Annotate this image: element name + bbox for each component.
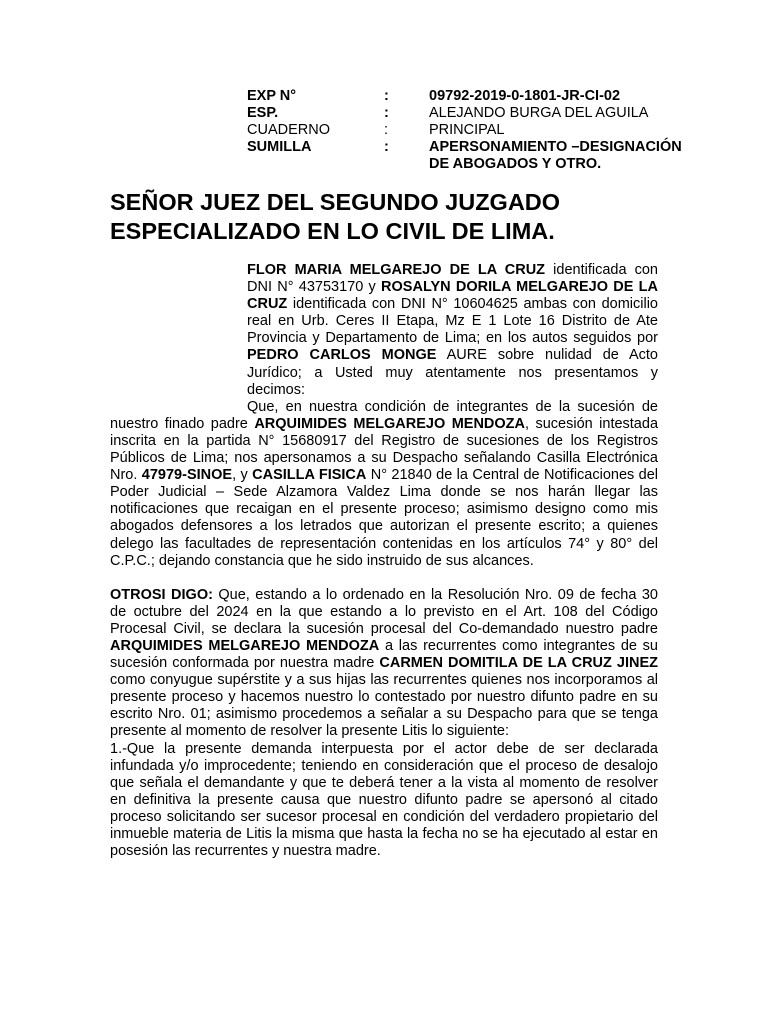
paragraph-text: Que, estando a lo ordenado en la Resolución Nro. 09 de fecha 30 de octubre del 2024 en la que estando a lo previsto en el Art. 108 del Código Procesal Civil, se declara la sucesión procesal del Co-demandado nuestro padre: [110, 586, 659, 637]
bold-text: CARMEN DOMITILA DE LA CRUZ JINEZ: [379, 655, 658, 672]
intro-text: AURE sobre nulidad de Acto Jurídico; a Usted muy atentamente nos presentamos y decimos:: [247, 347, 659, 398]
header-value: DE ABOGADOS Y OTRO.: [429, 156, 602, 172]
paragraph-text: N° 21840 de la Central de Notificaciones del Poder Judicial – Sede Alzamora Valdez Lima donde se nos harán llegar las notificaciones que recaigan en el presente proceso; asimismo designo como mis abogados defensores a los letrados que autorizan el presente escrito; a quienes delego las facultades de representación contenidas en los artículos 74° y 80° del C.P.C.; dejando constancia que he sido instruido de sus alcances.: [110, 467, 659, 569]
header-row-esp: [247, 105, 717, 122]
paragraph-text: Que, en nuestra condición de integrantes de la sucesión de nuestro finado padre: [110, 398, 658, 432]
point-1-paragraph: 1.-Que la presente demanda interpuesta por el actor debe de ser declarada infundada y/o improcedente; teniendo en consideración que el proceso de desalojo que señala el demandante y que te deberá tener a la vista al momento de resolver en definitiva la presente causa que nuestro difunto padre se apersonó al citado proceso solicitando ser sucesor procesal en condición del verdadero propietario del inmueble materia de Litis la misma que hasta la fecha no se ha ejecutado al estar en posesión las recurrentes y nuestra madre.: [110, 740, 658, 860]
bold-text: 47979-SINOE: [141, 467, 233, 484]
title-line-2: ESPECIALIZADO EN LO CIVIL DE LIMA.: [110, 218, 555, 244]
header-row-sumilla: [247, 139, 717, 156]
header-row-sumilla-cont: [247, 156, 717, 173]
paragraph-text: , y: [232, 467, 253, 484]
intro-text: identificada con DNI N° 43753170 y: [247, 262, 658, 296]
header-value: APERSONAMIENTO –DESIGNACIÓN: [429, 139, 682, 155]
party-name: FLOR MARIA MELGAREJO DE LA CRUZ: [247, 262, 546, 278]
header-label: EXP N°: [247, 88, 297, 104]
apersonamiento-paragraph: [110, 399, 658, 570]
paragraph-text: como conyugue supérstite y a sus hijas las recurrentes quienes nos incorporamos al presente proceso y hacemos nuestro lo contestado por nuestro difunto padre en su escrito Nro. 01; asimismo procedemos a señalar a su Despacho para que se tenga presente al momento de resolver la presente Litis lo siguiente:: [110, 672, 658, 740]
paragraph-gap: [110, 570, 658, 587]
header-colon: :: [384, 122, 389, 138]
document-title: [110, 188, 670, 246]
bold-text: CASILLA FISICA: [252, 467, 367, 484]
header-colon: :: [384, 139, 389, 155]
party-name: ROSALYN DORILA MELGAREJO DE LA CRUZ: [247, 279, 658, 313]
bold-text: ARQUIMIDES MELGAREJO MENDOZA: [110, 637, 380, 654]
header-label: CUADERNO: [247, 122, 330, 138]
paragraph-text: a las recurrentes como integrantes de su sucesión conformada por nuestra madre: [110, 637, 659, 672]
header-row-cuaderno: [247, 122, 717, 139]
title-line-1: SEÑOR JUEZ DEL SEGUNDO JUZGADO: [110, 189, 561, 215]
header-row-exp: [247, 88, 717, 105]
header-value: 09792-2019-0-1801-JR-CI-02: [429, 88, 621, 104]
header-label: SUMILLA: [247, 139, 312, 155]
case-header: [247, 88, 717, 173]
header-value: ALEJANDO BURGA DEL AGUILA: [429, 105, 649, 121]
header-colon: :: [384, 105, 389, 121]
document-body: [110, 262, 658, 860]
bold-text: ARQUIMIDES MELGAREJO MENDOZA: [254, 415, 525, 432]
paragraph-text: , sucesión intestada inscrita en la partida N° 15680917 del Registro de sucesiones de los Registros Públicos de Lima; nos apersonamos a su Despacho señalando Casilla Electrónica Nro.: [110, 415, 659, 484]
otrosi-paragraph: [110, 587, 658, 741]
intro-text: identificada con DNI N° 10604625 ambas con domicilio real en Urb. Ceres II Etapa, Mz E 1 Lote 16 Distrito de Ate Provincia y Departamento de Lima; en los autos seguidos por: [247, 296, 658, 347]
header-colon: :: [384, 88, 389, 104]
bold-text: OTROSI DIGO:: [110, 586, 213, 603]
header-value: PRINCIPAL: [429, 122, 505, 138]
intro-paragraph: [247, 262, 658, 399]
header-label: ESP.: [247, 105, 279, 121]
party-name: PEDRO CARLOS MONGE: [247, 347, 437, 364]
